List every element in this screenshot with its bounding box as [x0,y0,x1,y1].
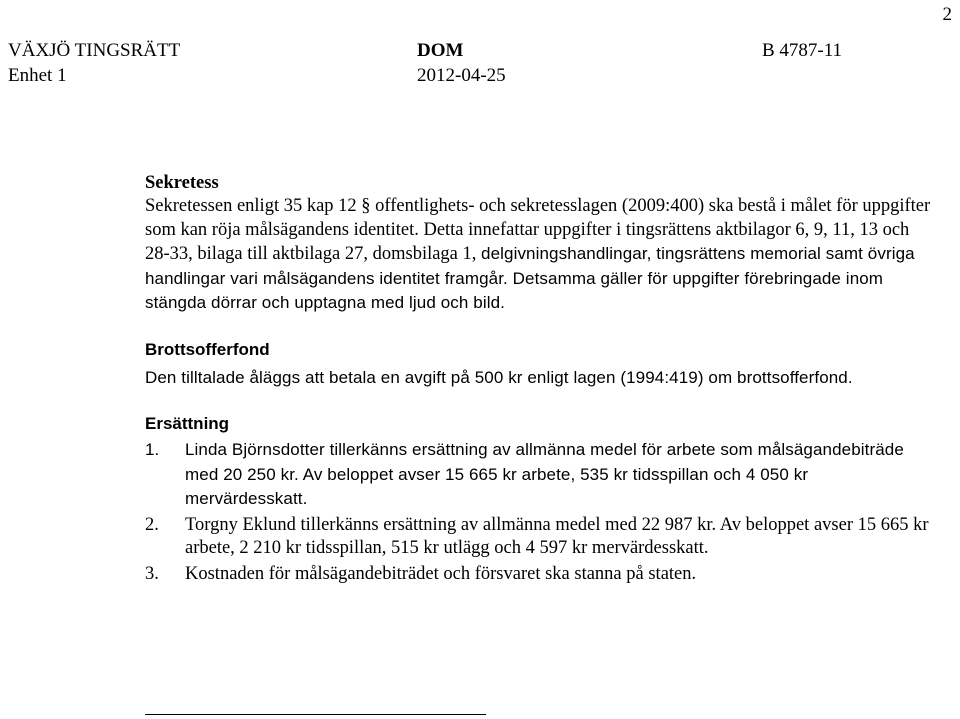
section-compensation [145,412,935,586]
section-secrecy [145,171,935,316]
list-item-number: 3. [145,563,159,584]
header-middle [417,38,506,88]
secrecy-paragraph [145,195,935,316]
list-item-number: 1. [145,440,160,459]
list-item [145,438,935,512]
list-item-text: Kostnaden för målsägandebiträdet och försvaret ska stanna på staten. [185,563,697,584]
list-item [145,514,935,561]
section-victim-fund [145,338,935,390]
page-number: 2 [942,4,952,25]
list-item-number: 2. [145,514,159,535]
section-heading-secrecy: Sekretess [145,173,219,193]
court-unit: Enhet 1 [8,65,67,86]
list-item [145,563,935,587]
section-heading-compensation: Ersättning [145,414,230,433]
secrecy-text-sans: delgivningshandlingar, tingsrättens memorial samt övriga handlingar vari målsägandens identitet framgår. Detsamma gäller för uppgifter förebringade inom stängda dörrar och upptagna med ljud och bild. [145,244,915,312]
list-item-text: Linda Björnsdotter tillerkänns ersättning av allmänna medel för arbete som målsägandebiträde med 20 250 kr. Av beloppet avser 15 665 kr arbete, 535 kr tidsspillan och 4 050 kr mervärdesskatt. [185,440,904,508]
document-date: 2012-04-25 [417,65,506,86]
header-right [762,38,842,63]
section-heading-victim-fund: Brottsofferfond [145,339,270,359]
victim-fund-paragraph: Den tilltalade åläggs att betala en avgift på 500 kr enligt lagen (1994:419) om brottsofferfond. [145,367,853,387]
document-body [145,171,935,588]
header-left [8,38,180,88]
secrecy-text-serif: Sekretessen enligt 35 kap 12 § offentlighets- och sekretesslagen (2009:400) ska bestå i målet för uppgifter som kan röja målsägandens identitet. Detta innefattar uppgifter i tingsrättens aktbilagor 6, 9, 11, 13 och 28-33, bilaga till aktbilaga 27, domsbilaga 1, [145,196,931,264]
case-number: B 4787-11 [762,40,843,61]
document-type: DOM [417,40,464,61]
compensation-list [145,438,935,586]
signature-line [145,714,486,715]
court-name: VÄXJÖ TINGSRÄTT [8,40,181,61]
list-item-text: Torgny Eklund tillerkänns ersättning av allmänna medel med 22 987 kr. Av beloppet avser 15 665 kr arbete, 2 210 kr tidsspillan, 515 kr utlägg och 4 597 kr mervärdesskatt. [185,514,929,558]
